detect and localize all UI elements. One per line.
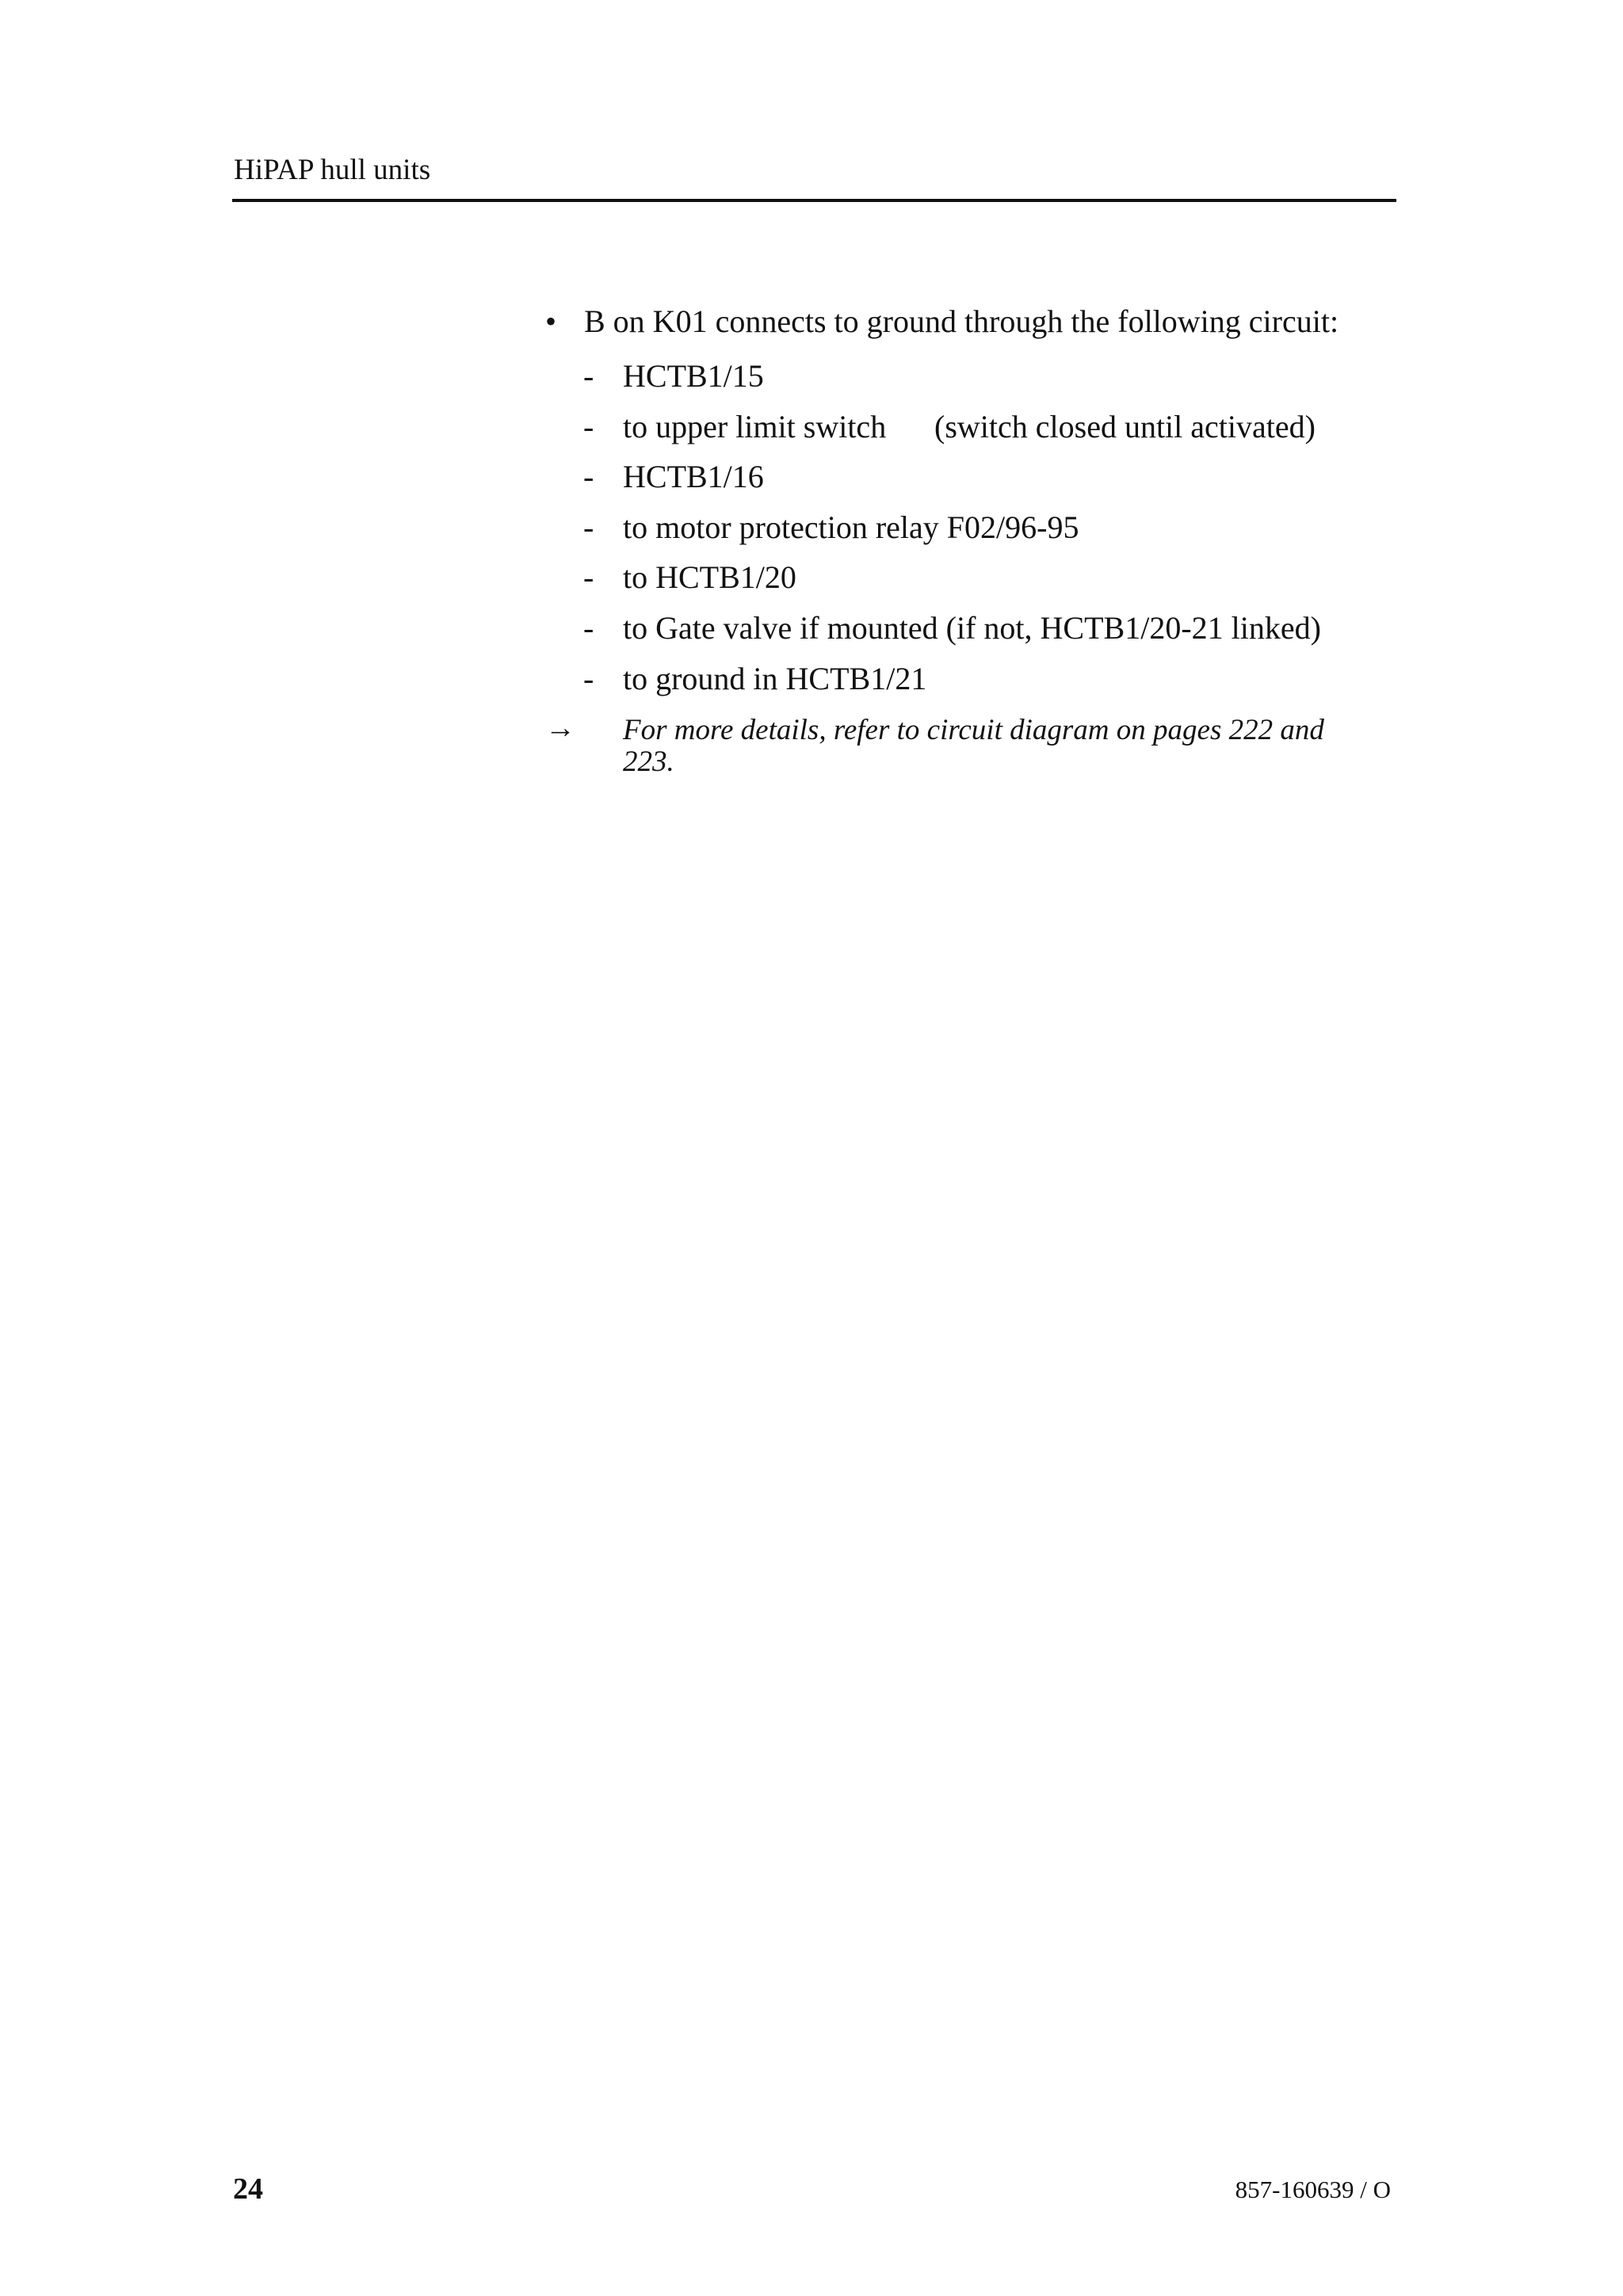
dash-icon: - [583, 358, 594, 394]
dash-icon: - [583, 661, 594, 696]
dash-icon: - [583, 459, 594, 494]
header-rule [232, 199, 1396, 202]
bullet-text: B on K01 connects to ground through the following circuit: [584, 303, 1339, 339]
circuit-step-text: HCTB1/15 [623, 358, 764, 394]
dash-icon: - [583, 610, 594, 646]
circuit-step-text: HCTB1/16 [623, 459, 764, 494]
document-number: 857-160639 / O [1235, 2176, 1391, 2203]
reference-note: For more details, refer to circuit diagram on pages 222 and 223. [623, 714, 1324, 778]
dash-icon: - [583, 559, 594, 595]
circuit-step-text: to motor protection relay F02/96-95 [623, 509, 1079, 545]
reference-arrow-icon: → [545, 711, 575, 745]
dash-icon: - [583, 509, 594, 545]
circuit-step-text: to HCTB1/20 [623, 559, 796, 595]
running-header-title: HiPAP hull units [234, 154, 431, 186]
bullet-icon: • [545, 303, 557, 339]
dash-icon: - [583, 409, 594, 444]
page-number: 24 [233, 2172, 263, 2206]
circuit-step-text: to ground in HCTB1/21 [623, 661, 927, 696]
circuit-step-note: (switch closed until activated) [934, 409, 1316, 444]
circuit-step-text: to Gate valve if mounted (if not, HCTB1/20-21 linked) [623, 610, 1321, 646]
circuit-step-text: to upper limit switch [623, 409, 887, 444]
